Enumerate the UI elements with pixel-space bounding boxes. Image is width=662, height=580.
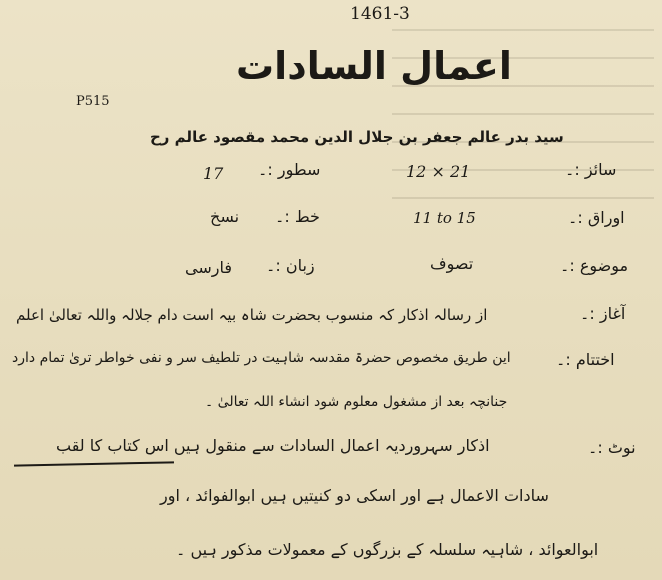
note-line-3: ابوالعوائد ، شاہیہ سلسلہ کے بزرگوں کے معمولات مذکور ہیں ۔: [176, 540, 599, 559]
lines-label: سطور :۔: [258, 160, 321, 179]
explicit-line-2: جنانچہ بعد از مشغول معلوم شود انشاء اللہ تعالیٰ ۔: [205, 394, 508, 410]
lines-value: 17: [203, 164, 224, 183]
size-label: سائز :۔: [565, 160, 617, 179]
subject-value: تصوف: [430, 254, 474, 273]
language-label: زبان :۔: [266, 256, 315, 275]
manuscript-title: اعمال السادات: [236, 44, 512, 88]
folios-label: اوراق :۔: [568, 208, 625, 227]
incipit-text: از رسالہ اذکار کہ منسوب بحضرت شاہ بیہ است دام جلالہ واللہ تعالیٰ اعلم: [16, 306, 488, 324]
catalog-number: P515: [76, 94, 110, 109]
subject-label: موضوع :۔: [560, 256, 629, 275]
note-line-2: سادات الاعمال ہے اور اسکی دو کنیتیں ہیں ابوالفوائد ، اور: [160, 486, 549, 505]
incipit-label: آغاز :۔: [580, 304, 626, 323]
script-value: نسخ: [210, 207, 240, 226]
note-label: نوٹ :۔: [588, 438, 636, 457]
accession-number: 1461-3: [350, 4, 410, 24]
note-line-1: اذکار سہروردیہ اعمال السادات سے منقول ہیں اس کتاب کا لقب: [56, 436, 490, 455]
explicit-label: اختتام :۔: [556, 350, 615, 369]
size-value: 12 × 21: [406, 162, 471, 181]
script-label: خط :۔: [275, 207, 320, 226]
folios-value: 11 to 15: [413, 209, 476, 227]
note-underline: [14, 461, 174, 466]
language-value: فارسی: [185, 258, 232, 277]
explicit-line-1: این طریق مخصوص حضرۃ مقدسہ شاہیت در تلطیف سر و نفی خواطر تریٰ تمام دارد: [12, 350, 511, 366]
author-line: سید بدر عالم جعفر بن جلال الدین محمد مقصود عالم رح: [150, 128, 564, 146]
